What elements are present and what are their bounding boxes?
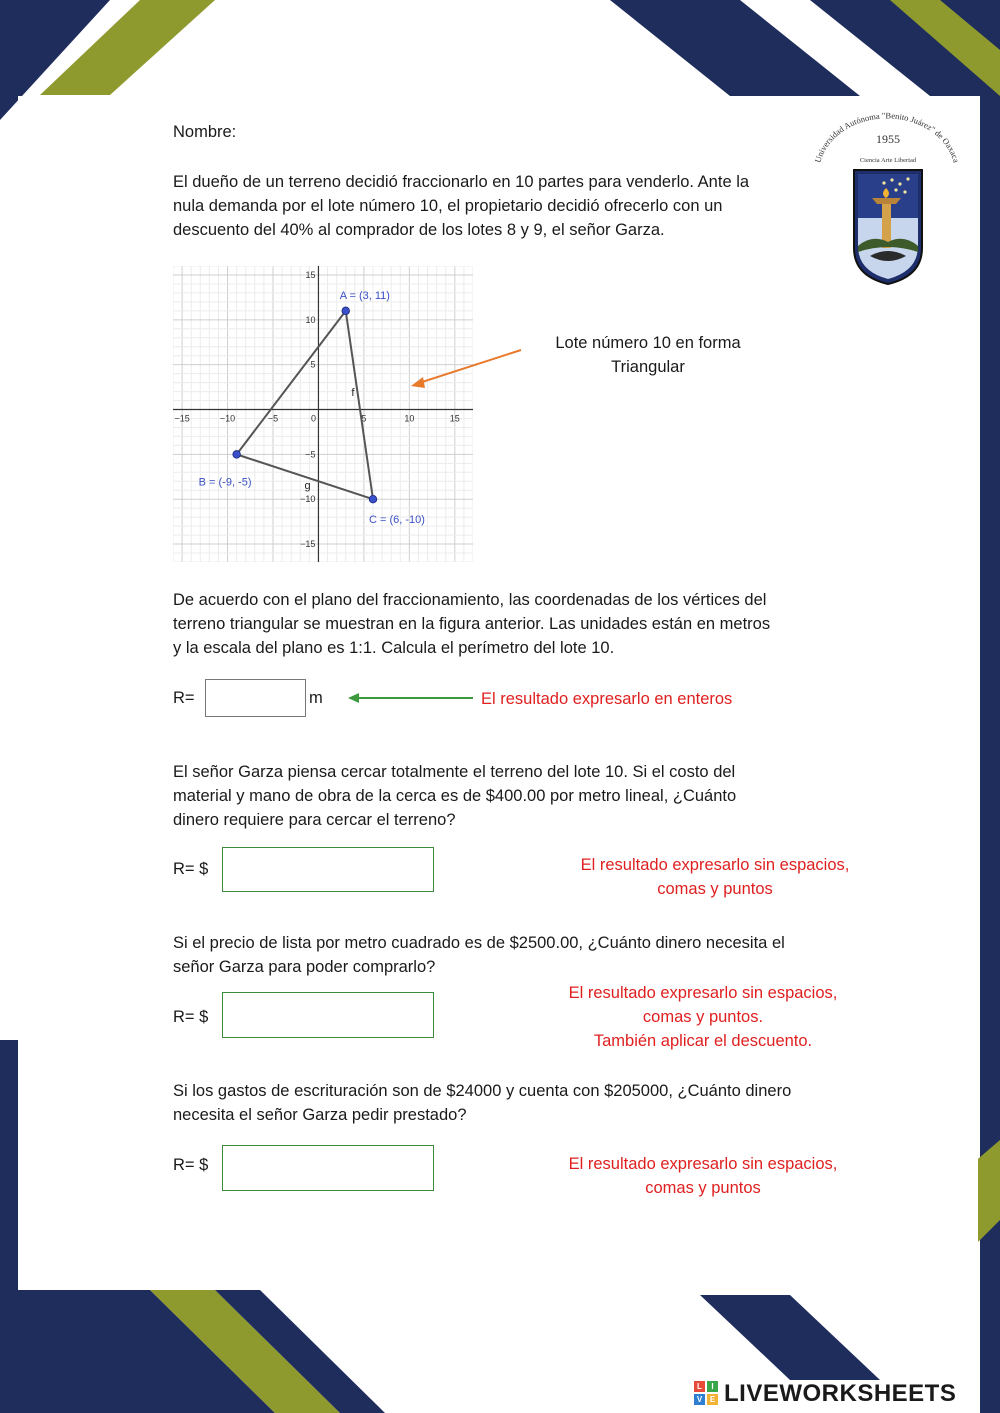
caption-arrow-icon (405, 340, 525, 395)
segment-g (237, 454, 373, 499)
q3-hint-line-3: También aplicar el descuento. (593, 1032, 813, 1050)
logo-letter-i: I (707, 1381, 718, 1392)
point-A (342, 307, 350, 315)
point-label-A: A = (3, 11) (339, 289, 390, 302)
bottom-right-stripe-navy (700, 1295, 880, 1380)
q2-line-1: El señor Garza piensa cercar totalmente el terreno del lote 10. Si el costo del (173, 763, 736, 781)
figure-caption-line-2: Triangular (611, 358, 685, 376)
q2-line-3: dinero requiere para cercar el terreno? (173, 811, 456, 829)
x-tick-label: 10 (404, 413, 415, 424)
q4-answer-label: R= $ (173, 1156, 209, 1174)
name-label: Nombre: (173, 123, 237, 141)
liveworksheets-logo[interactable] (694, 1380, 956, 1408)
x-tick-label: −10 (219, 413, 236, 424)
seal-arc-textpath: Universidad Autónoma "Benito Juárez" de Oaxaca (812, 110, 962, 164)
q2-answer-label: R= $ (173, 860, 209, 878)
q3-hint-line-2: comas y puntos. (642, 1008, 764, 1026)
x-tick-label: −5 (267, 413, 279, 424)
q1-answer-label: R= (173, 689, 195, 707)
logo-letter-l: L (694, 1381, 705, 1392)
q1-answer-input[interactable] (205, 679, 306, 717)
liveworksheets-logo-text: LIVEWORKSHEETS (724, 1380, 957, 1407)
point-label-B: B = (-9, -5) (198, 476, 252, 489)
q4-line-2: necesita el señor Garza pedir prestado? (173, 1106, 467, 1124)
y-tick-label: 15 (305, 269, 316, 280)
liveworksheets-logo-icon (694, 1381, 720, 1407)
coordinate-plot (173, 266, 473, 562)
x-tick-label: 0 (310, 413, 316, 424)
q3-answer-label: R= $ (173, 1008, 209, 1026)
q4-answer-input[interactable] (222, 1145, 434, 1191)
q4-line-1: Si los gastos de escrituración son de $24000 y cuenta con $205000, ¿Cuánto dinero (173, 1082, 792, 1100)
q1-hint: El resultado expresarlo en enteros (481, 690, 733, 708)
q4-hint-line-1: El resultado expresarlo sin espacios, (568, 1155, 838, 1173)
q3-line-1: Si el precio de lista por metro cuadrado es de $2500.00, ¿Cuánto dinero necesita el (173, 934, 785, 952)
q1-line-1: De acuerdo con el plano del fraccionamiento, las coordenadas de los vértices del (173, 591, 767, 609)
q1-hint-arrow-icon (345, 690, 475, 706)
q2-answer-input[interactable] (222, 847, 434, 892)
y-tick-label: −10 (300, 494, 316, 505)
intro-line-3: descuento del 40% al comprador de los lotes 8 y 9, el señor Garza. (173, 221, 665, 239)
q1-line-2: terreno triangular se muestran en la figura anterior. Las unidades están en metros (173, 615, 771, 633)
x-tick-label: 5 (361, 413, 367, 424)
q3-line-2: señor Garza para poder comprarlo? (173, 958, 436, 976)
segment-label-f: f (351, 386, 355, 399)
segment-label-g: g (304, 479, 311, 492)
q1-line-3: y la escala del plano es 1:1. Calcula el perímetro del lote 10. (173, 639, 615, 657)
logo-letter-e: E (707, 1394, 718, 1405)
x-tick-label: −15 (174, 413, 190, 424)
q2-hint-line-1: El resultado expresarlo sin espacios, (580, 856, 850, 874)
figure-caption-line-1: Lote número 10 en forma (555, 334, 741, 352)
seal-motto: Ciencia Arte Libertad (859, 157, 917, 164)
q3-answer-input[interactable] (222, 992, 434, 1038)
q2-line-2: material y mano de obra de la cerca es de $400.00 por metro lineal, ¿Cuánto (173, 787, 737, 805)
y-tick-label: −5 (305, 449, 316, 460)
top-stripe-navy (610, 0, 860, 96)
logo-letter-v: V (694, 1394, 705, 1405)
point-C (369, 495, 377, 503)
left-stripe-navy (0, 1040, 18, 1320)
x-tick-label: 15 (449, 413, 460, 424)
point-label-C: C = (6, -10) (369, 514, 425, 527)
seal-torch-cup (872, 198, 901, 204)
q3-hint-line-1: El resultado expresarlo sin espacios, (568, 984, 838, 1002)
intro-line-2: nula demanda por el lote número 10, el propietario decidió ofrecerlo con un (173, 197, 723, 215)
point-B (233, 451, 241, 459)
seal-year: 1955 (876, 132, 900, 146)
plot-segments (237, 311, 373, 499)
intro-line-1: El dueño de un terreno decidió fraccionarlo en 10 partes para venderlo. Ante la (173, 173, 750, 191)
university-seal (812, 106, 962, 286)
y-tick-label: 5 (310, 359, 316, 370)
q1-unit: m (309, 689, 323, 707)
y-tick-label: 10 (305, 314, 316, 325)
y-tick-label: −15 (300, 539, 316, 550)
plot-grid (173, 266, 473, 562)
segment-f (346, 311, 373, 499)
q4-hint-line-2: comas y puntos (645, 1179, 761, 1197)
q2-hint-line-2: comas y puntos (657, 880, 773, 898)
